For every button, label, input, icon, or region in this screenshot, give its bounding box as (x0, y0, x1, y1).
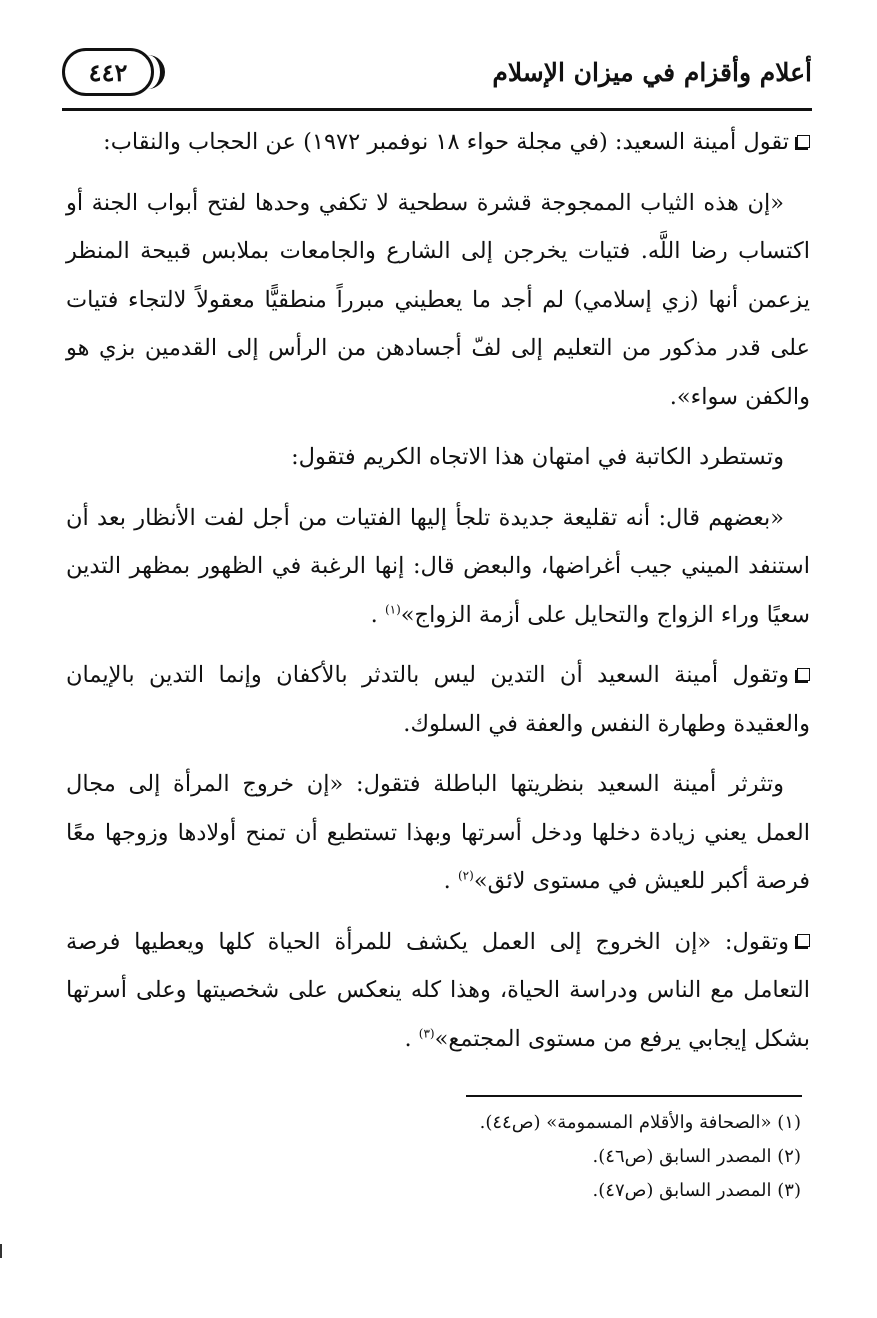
running-title: أعلام وأقزام في ميزان الإسلام (492, 58, 812, 87)
paragraph: وتقول أمينة السعيد أن التدين ليس بالتدثر بالأكفان وإنما التدين بالإيمان والعقيدة وطهارة النفس والعفة في السلوك. (66, 662, 810, 737)
footnote-item: (٣) المصدر السابق (ص٤٧). (592, 1180, 801, 1201)
paragraph: «إن هذه الثياب الممجوجة قشرة سطحية لا تكفي وحدها لفتح أبواب الجنة أو اكتساب رضا اللَّه. فتيات يخرجن إلى الشارع والجامعات بملابس قبيحة المنظر يزعمن أنها (زي إسلامي) لم أجد ما يعطيني مبرراً منطقيًّا معقولاً لالتجاء فتيات على قدر مذكور من التعليم إلى لفّ أجسادهن من الرأس إلى القدمين بزي هو والكفن سواء». (66, 189, 810, 410)
page-number-badge (62, 48, 154, 96)
square-bullet-icon (797, 934, 810, 947)
paragraph: وتقول: «إن الخروج إلى العمل يكشف للمرأة الحياة كلها ويعطيها فرصة التعامل مع الناس ودراسة الحياة، وهذا كله ينعكس على شخصيتها وعلى أسرتها بشكل إيجابي يرفع من مستوى المجتمع»$^{(٣)}$ . (66, 928, 810, 1052)
header-rule (62, 108, 812, 111)
body-text (66, 118, 810, 1063)
footnotes (480, 1106, 801, 1208)
paragraph: وتثرثر أمينة السعيد بنظريتها الباطلة فتقول: «إن خروج المرأة إلى مجال العمل يعني زيادة دخلها ودخل أسرتها وبهذا تستطيع أن تمنح أولادها وزوجها معًا فرصة أكبر للعيش في مستوى لائق»$^{(٢)}$ . (66, 771, 810, 894)
paragraph: وتستطرد الكاتبة في امتهان هذا الاتجاه الكريم فتقول: (291, 444, 784, 470)
footnote-marker: (٢) (457, 868, 474, 883)
paragraph: تقول أمينة السعيد: (في مجلة حواء ١٨ نوفمبر ١٩٧٢) عن الحجاب والنقاب: (66, 118, 810, 167)
page-header (62, 40, 812, 112)
square-bullet-icon (797, 668, 810, 681)
page-number: ٤٤٢ (88, 57, 128, 87)
footnote-item: (٢) المصدر السابق (ص٤٦). (592, 1146, 801, 1167)
footnote-rule (466, 1095, 802, 1097)
square-bullet-icon (797, 135, 810, 148)
footnote-marker: (١) (384, 602, 401, 616)
footnote-marker: (٣) (418, 1026, 435, 1040)
scan-edge-mark (0, 1244, 2, 1258)
footnote-item: (١) «الصحافة والأقلام المسمومة» (ص٤٤). (479, 1112, 801, 1133)
paragraph: «بعضهم قال: أنه تقليعة جديدة تلجأ إليها الفتيات من أجل لفت الأنظار بعد أن استنفد الميني جيب أغراضها، والبعض قال: إنها الرغبة في الظهور بمظهر التدين سعيًا وراء الزواج والتحايل على أزمة الزواج»$^{(١)}$ . (66, 504, 810, 628)
